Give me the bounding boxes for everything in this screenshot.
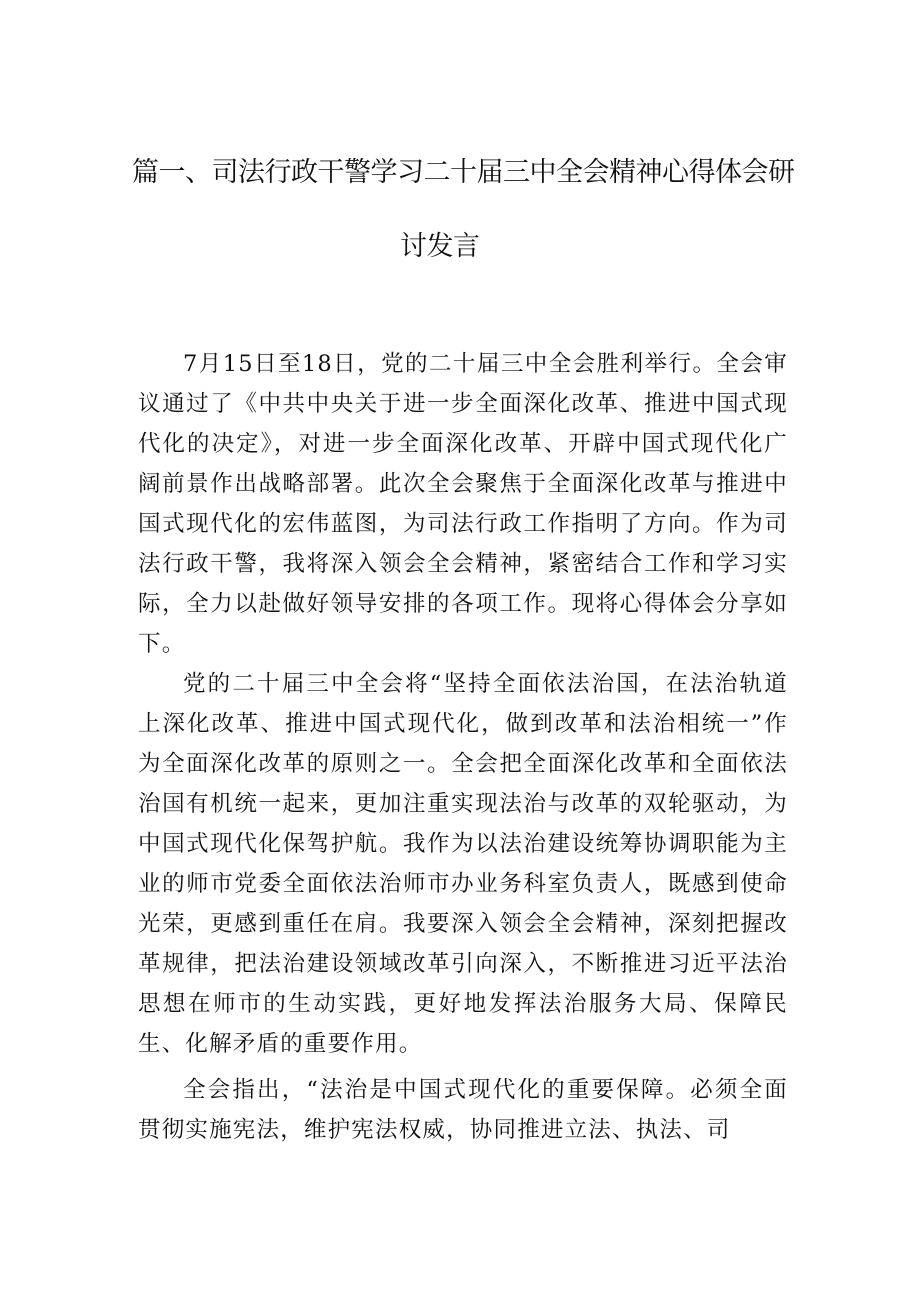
paragraph-1: 7月15日至18日，党的二十届三中全会胜利举行。全会审议通过了《中共中央关于进一步全面深化改革、推进中国式现代化的决定》，对进一步全面深化改革、开辟中国式现代化广阔前景作出战略部署。此次全会聚焦于全面深化改革与推进中国式现代化的宏伟蓝图，为司法行政工作指明了方向。作为司法行政干警，我将深入领会全会精神，紧密结合工作和学习实际，全力以赴做好领导安排的各项工作。现将心得体会分享如下。 xyxy=(138,351,788,657)
document-title-line-1: 篇一、司法行政干警学习二十届三中全会精神心得体会研 xyxy=(132,157,795,188)
paragraph-2: 党的二十届三中全会将“坚持全面依法治国，在法治轨道上深化改革、推进中国式现代化，做到改革和法治相统一”作为全面深化改革的原则之一。全会把全面深化改革和全面依法治国有机统一起来，更加注重实现法治与改革的双轮驱动，为中国式现代化保驾护航。我作为以法治建设统筹协调职能为主业的师市党委全面依法治师市办业务科室负责人，既感到使命光荣，更感到重任在肩。我要深入领会全会精神，深刻把握改革规律，把法治建设领域改革引向深入，不断推进习近平法治思想在师市的生动实践，更好地发挥法治服务大局、保障民生、化解矛盾的重要作用。 xyxy=(138,671,788,1057)
document-body xyxy=(138,344,788,1150)
paragraph-3: 全会指出，“法治是中国式现代化的重要保障。必须全面贯彻实施宪法，维护宪法权威，协同推进立法、执法、司 xyxy=(138,1077,788,1143)
document-title-line-2: 讨发言 xyxy=(400,231,480,262)
